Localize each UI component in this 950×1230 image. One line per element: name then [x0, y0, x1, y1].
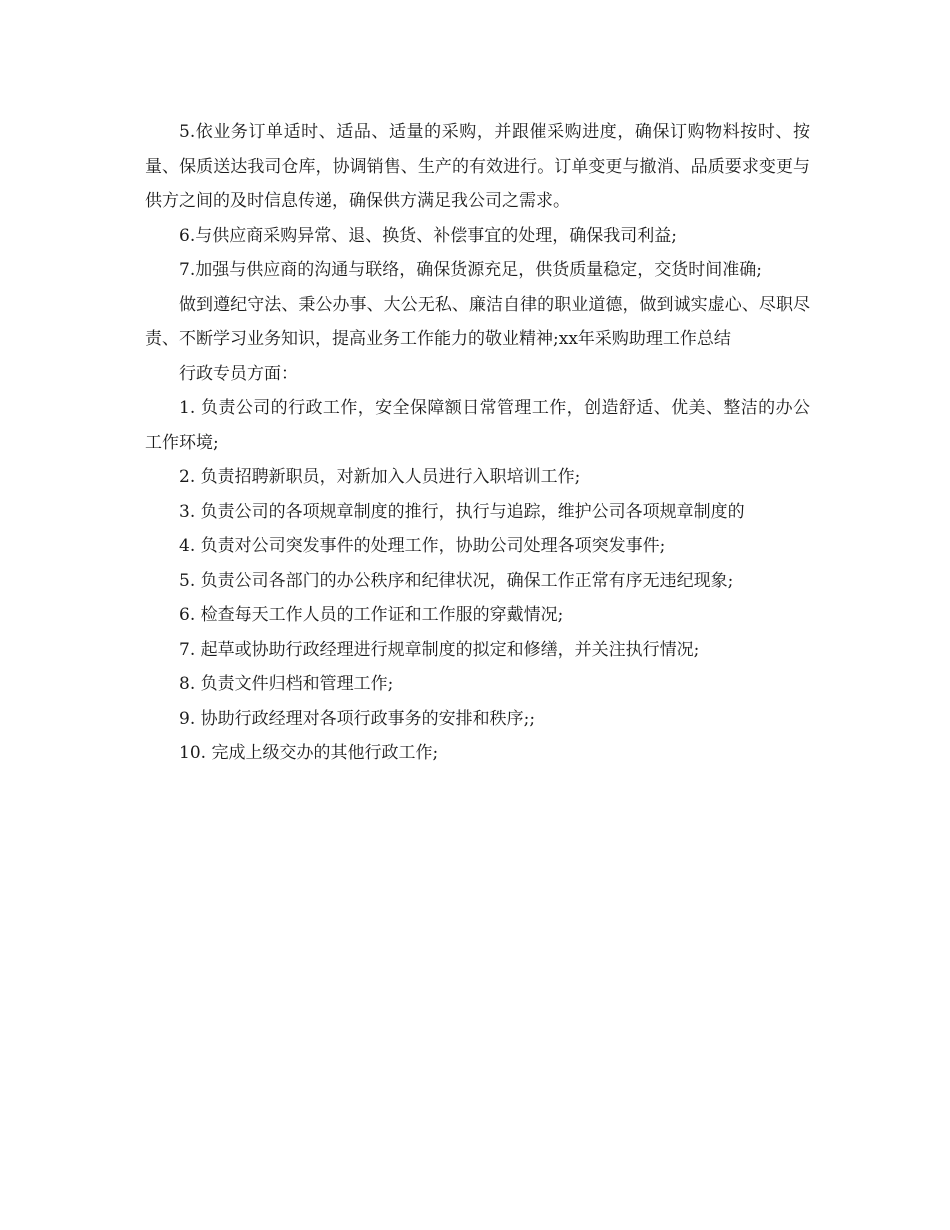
document-body [145, 115, 810, 771]
paragraph-purchasing-6: 6.与供应商采购异常、退、换货、补偿事宜的处理，确保我司利益; [179, 225, 677, 246]
list-item-admin-9: 9. 协助行政经理对各项行政事务的安排和秩序;; [179, 708, 536, 729]
list-item-admin-1: 1. 负责公司的行政工作，安全保障额日常管理工作，创造舒适、优美、整洁的办公工作环境; [145, 398, 810, 453]
paragraph-ethics: 做到遵纪守法、秉公办事、大公无私、廉洁自律的职业道德，做到诚实虚心、尽职尽责、不断学习业务知识，提高业务工作能力的敬业精神;xx年采购助理工作总结 [145, 294, 810, 349]
list-item-admin-10: 10. 完成上级交办的其他行政工作; [179, 743, 439, 763]
paragraph-purchasing-5: 5.依业务订单适时、适品、适量的采购，并跟催采购进度，确保订购物料按时、按量、保质送达我司仓库，协调销售、生产的有效进行。订单变更与撤消、品质要求变更与供方之间的及时信息传递，确保供方满足我公司之需求。 [145, 122, 810, 211]
list-item-admin-8: 8. 负责文件归档和管理工作; [179, 674, 394, 694]
section-heading-admin: 行政专员方面： [179, 363, 298, 384]
list-item-admin-6: 6. 检查每天工作人员的工作证和工作服的穿戴情况; [179, 605, 564, 625]
list-item-admin-4: 4. 负责对公司突发事件的处理工作，协助公司处理各项突发事件; [179, 536, 666, 556]
list-item-admin-2: 2. 负责招聘新职员，对新加入人员进行入职培训工作; [179, 467, 581, 487]
list-item-admin-5: 5. 负责公司各部门的办公秩序和纪律状况，确保工作正常有序无违纪现象; [179, 570, 734, 591]
paragraph-purchasing-7: 7.加强与供应商的沟通与联络，确保货源充足，供货质量稳定，交货时间准确; [179, 260, 762, 280]
list-item-admin-7: 7. 起草或协助行政经理进行规章制度的拟定和修缮，并关注执行情况; [179, 639, 700, 660]
list-item-admin-3: 3. 负责公司的各项规章制度的推行，执行与追踪，维护公司各项规章制度的 [179, 501, 745, 522]
